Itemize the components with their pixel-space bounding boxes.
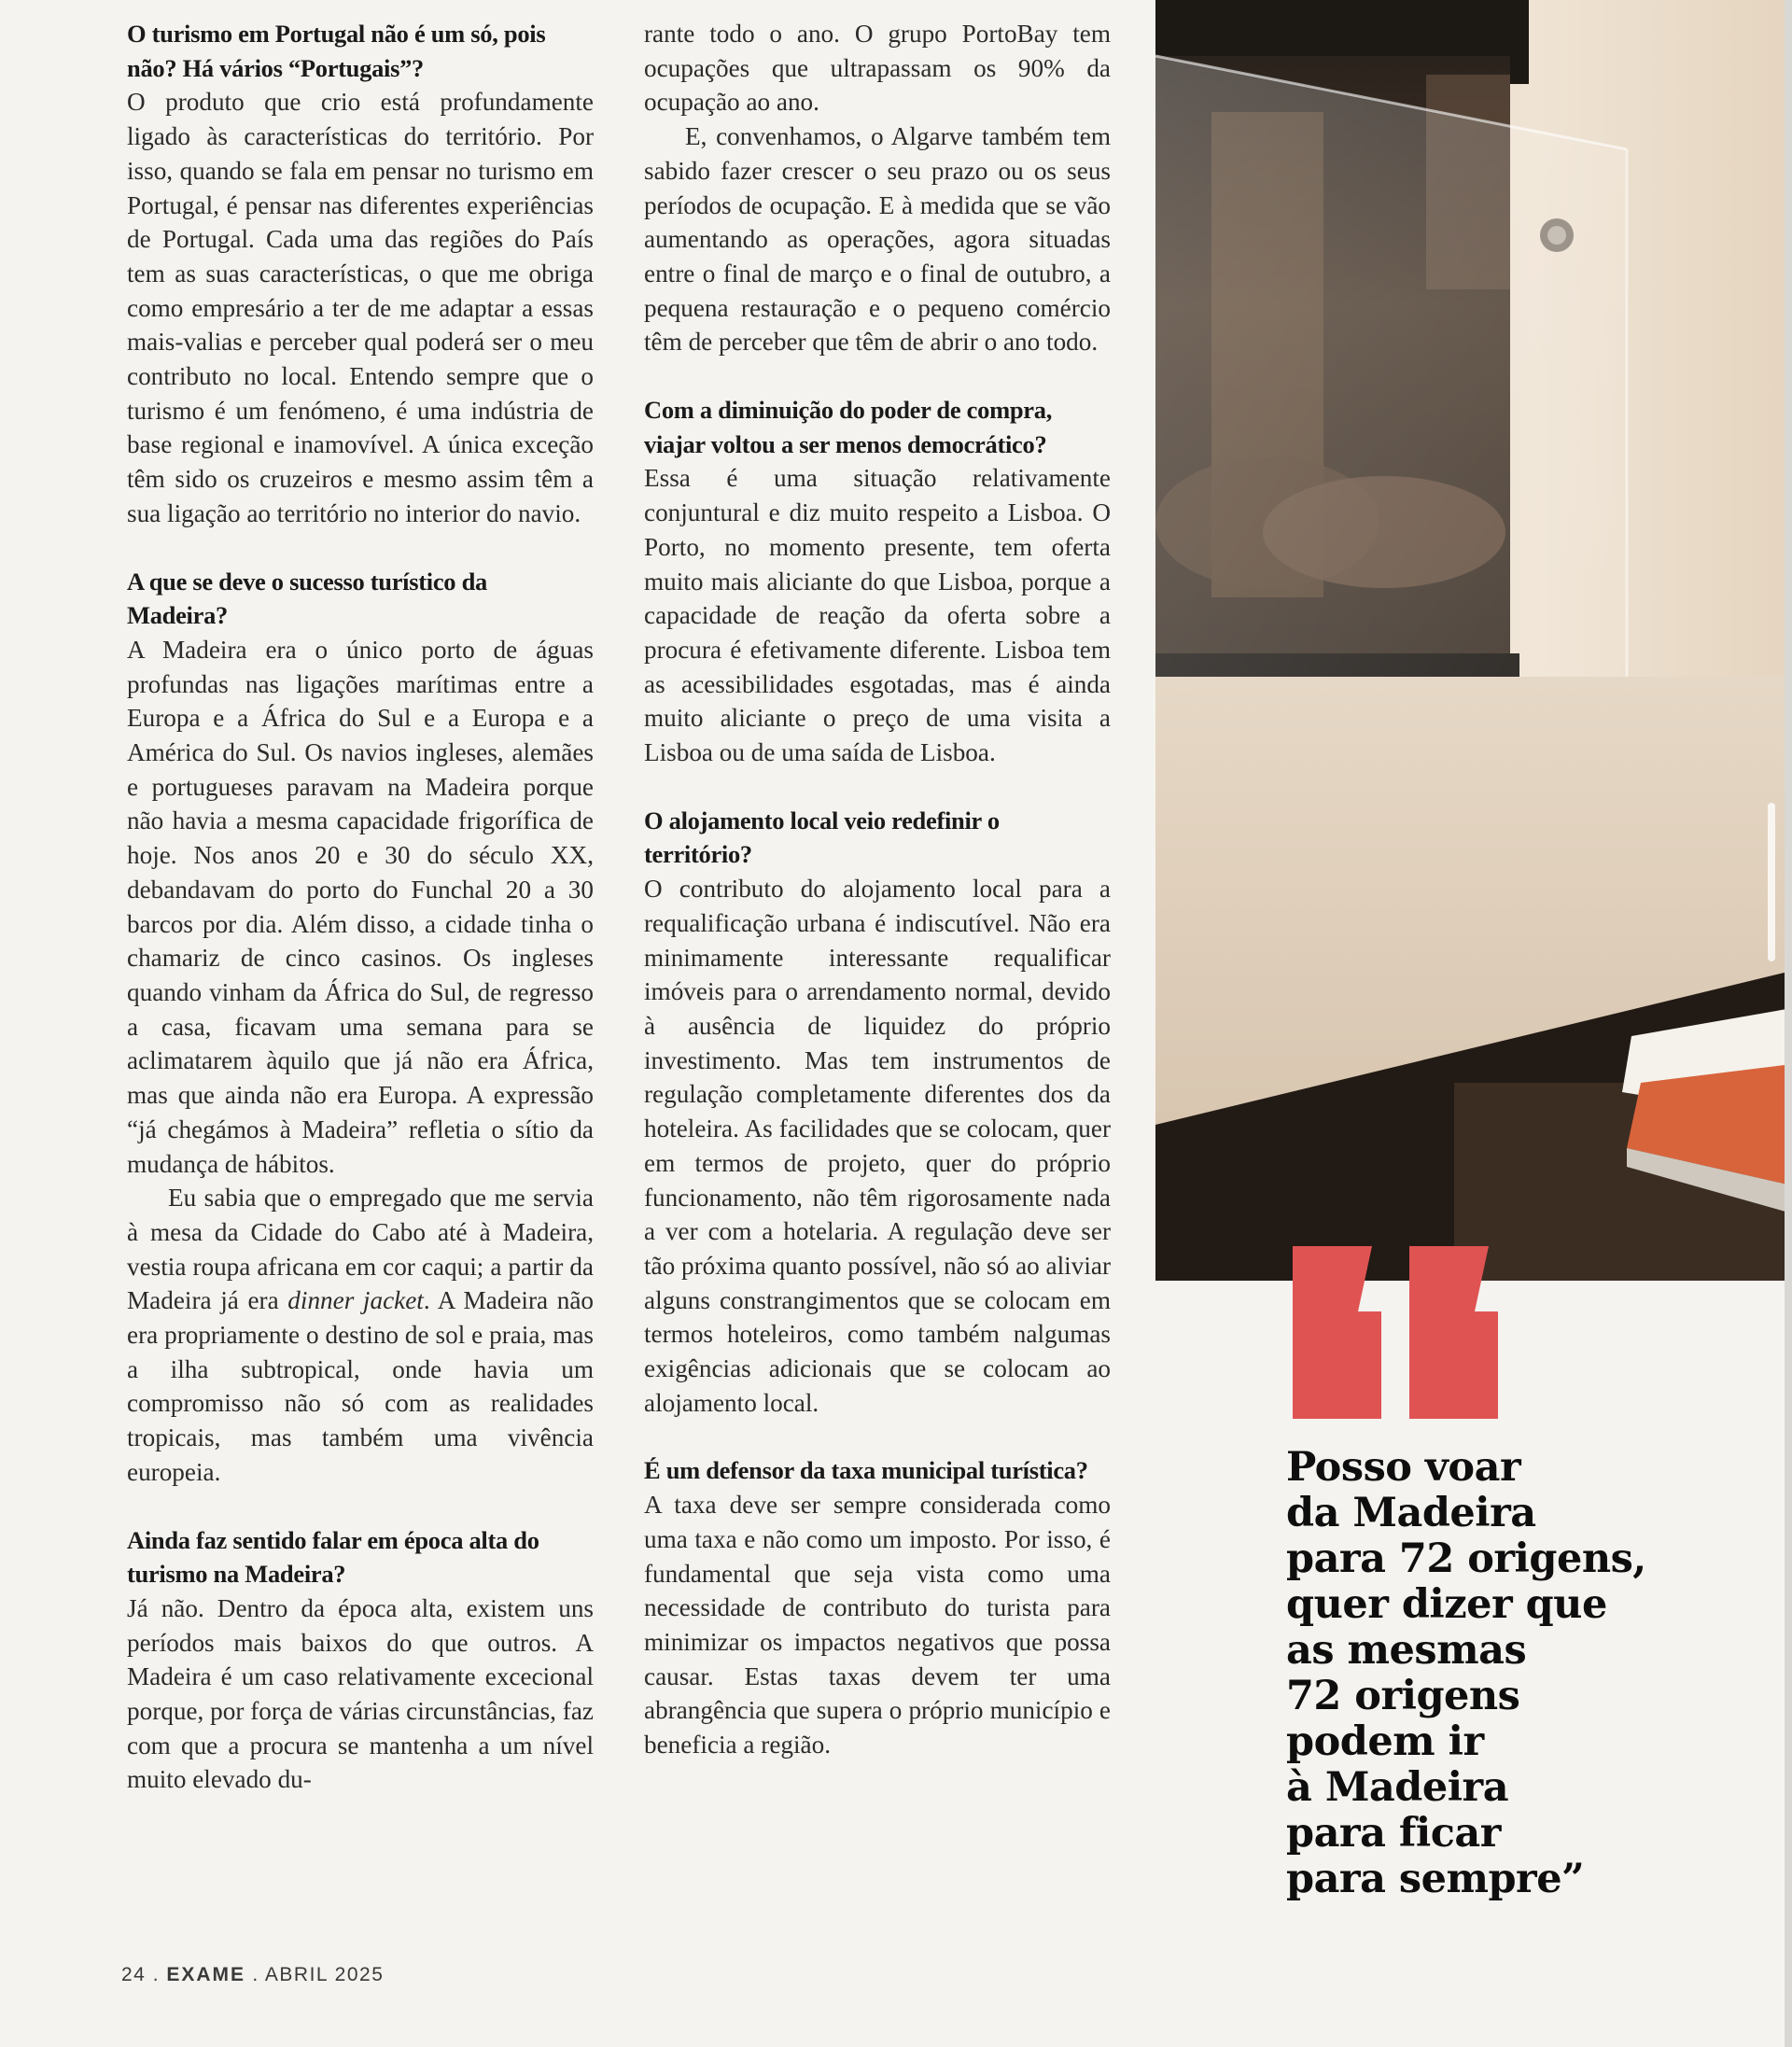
quote-mark-icon bbox=[1283, 1246, 1507, 1423]
footer-separator: . bbox=[146, 1964, 167, 1985]
answer-paragraph: rante todo o ano. O grupo PortoBay tem ocupações que ultrapassam os 90% da ocupação ao ano. bbox=[644, 20, 1111, 117]
magazine-name: EXAME bbox=[166, 1964, 246, 1985]
pull-quote-line: 72 origens bbox=[1286, 1673, 1520, 1719]
pull-quote-line: as mesmas bbox=[1286, 1627, 1527, 1674]
page-edge bbox=[1785, 0, 1792, 2047]
pull-quote-line: para sempre” bbox=[1286, 1856, 1585, 1902]
pull-quote-line: Posso voar bbox=[1286, 1444, 1521, 1491]
pull-quote-line: podem ir bbox=[1286, 1718, 1484, 1765]
page-number: 24 bbox=[121, 1964, 147, 1985]
page-footer bbox=[121, 1964, 384, 1986]
question-heading: Ainda faz sentido falar em época alta do turismo na Madeira? bbox=[127, 1525, 539, 1589]
answer-paragraph: O produto que crio está profundamente ligado às características do território. Por isso, quando se fala em pensar no turismo em Portugal, é pensar nas diferentes experiências de Portugal. Cada uma das regiões do País tem as suas características, o que me obriga como empresário a ter de me adaptar a essas mais-valias e perceber qual poderá ser o meu contributo no local. Entendo sempre que o turismo é um fenómeno, é uma indústria de base regional e inamovível. A única exceção têm sido os cruzeiros e mesmo assim têm a sua ligação ao território no interior do navio. bbox=[127, 88, 594, 527]
text-column-middle bbox=[644, 17, 1111, 1762]
question-heading: Com a diminuição do poder de compra, viajar voltou a ser menos democrático? bbox=[644, 396, 1053, 458]
answer-paragraph: Essa é uma situação relativamente conjuntural e diz muito respeito a Lisboa. O Porto, no momento presente, tem oferta muito mais aliciante do que Lisboa, porque a capacidade de reação da oferta sobre a procura é efetivamente diferente. Lisboa tem as acessibilidades esgotadas, mas é ainda muito aliciante o preço de uma visita a Lisboa ou de uma saída de Lisboa. bbox=[644, 464, 1111, 767]
pull-quote-line: à Madeira bbox=[1286, 1764, 1509, 1811]
answer-paragraph: A Madeira era o único porto de águas profundas nas ligações marítimas entre a Europa e a África do Sul e a Europa e a América do Sul. Os navios ingleses, alemães e portugueses paravam na Madeira porque não havia a mesma capacidade frigorífica de hoje. Nos anos 20 e 30 do século XX, debandavam do porto do Funchal 20 a 30 barcos por dia. Além disso, a cidade tinha o chamariz de cinco casinos. Os ingleses quando vinham da África do Sul, de regresso a casa, ficavam uma semana para se aclimatarem àquilo que já não era África, mas que ainda não era Europa. A expressão “já chegámos à Madeira” refletia o sítio da mudança de hábitos. bbox=[127, 635, 594, 1178]
question-heading: O turismo em Portugal não é um só, pois não? Há vários “Portugais”? bbox=[127, 20, 546, 82]
answer-paragraph: O contributo do alojamento local para a requalificação urbana é indiscutível. Não era minimamente interessante requalificar imóveis para o arrendamento normal, devido à ausência de liquidez do próprio investimento. Mas tem instrumentos de regulação completamente diferentes dos da hoteleira. As facilidades que se colocam, quer em termos de projeto, quer do próprio funcionamento, não têm rigorosamente nada a ver com a hotelaria. A regulação deve ser tão próxima quanto possível, não só ao aliviar alguns constrangimentos que se colocam em termos hoteleiros, como também nalgumas exigências adicionais que se colocam ao alojamento local. bbox=[644, 875, 1111, 1417]
footer-separator: . bbox=[245, 1964, 265, 1985]
question-heading: A que se deve o sucesso turístico da Madeira? bbox=[127, 567, 487, 630]
pull-quote-line: para ficar bbox=[1286, 1810, 1501, 1857]
issue-date: ABRIL 2025 bbox=[264, 1964, 385, 1985]
interior-photo bbox=[1155, 0, 1792, 1281]
text-run: . A Madeira não era propriamente o destino de sol e praia, mas a ilha subtropical, onde havia um compromisso não só com as realidades tropicais, mas também uma vivência europeia. bbox=[127, 1286, 594, 1486]
answer-paragraph: Já não. Dentro da época alta, existem uns períodos mais baixos do que outros. A Madeira é um caso relativamente excecional porque, por força de várias circunstâncias, faz com que a procura se mantenha a um nível muito elevado du- bbox=[127, 1593, 594, 1794]
question-heading: É um defensor da taxa municipal turística? bbox=[644, 1456, 1088, 1485]
italic-term: dinner jacket bbox=[287, 1286, 424, 1315]
text-column-left bbox=[127, 17, 594, 1797]
pull-quote bbox=[1286, 1445, 1734, 1902]
pull-quote-line: quer dizer que bbox=[1286, 1581, 1607, 1628]
pull-quote-line: da Madeira bbox=[1286, 1490, 1536, 1536]
pull-quote-line: para 72 origens, bbox=[1286, 1535, 1646, 1582]
text-run: Eu sabia que o empregado que me servia à mesa da Cidade do Cabo até à Madeira, vestia roupa africana em cor caqui; a partir da Madeira já era bbox=[127, 1184, 594, 1315]
question-heading: O alojamento local veio redefinir o território? bbox=[644, 806, 1000, 869]
answer-paragraph: A taxa deve ser sempre considerada como uma taxa e não como um imposto. Por isso, é fundamental que seja vista como uma necessidade de contributo do turista para minimizar os impactos negativos que possa causar. Estas taxas devem ter uma abrangência que supera o próprio município e beneficia a região. bbox=[644, 1491, 1111, 1760]
answer-paragraph bbox=[127, 1181, 594, 1489]
answer-paragraph: E, convenhamos, o Algarve também tem sabido fazer crescer o seu prazo ou os seus períodos de ocupação. E à medida que se vão aumentando as operações, agora situadas entre o final de março e o final de outubro, a pequena restauração e o pequeno comércio têm de perceber que têm de abrir o ano todo. bbox=[644, 122, 1111, 357]
